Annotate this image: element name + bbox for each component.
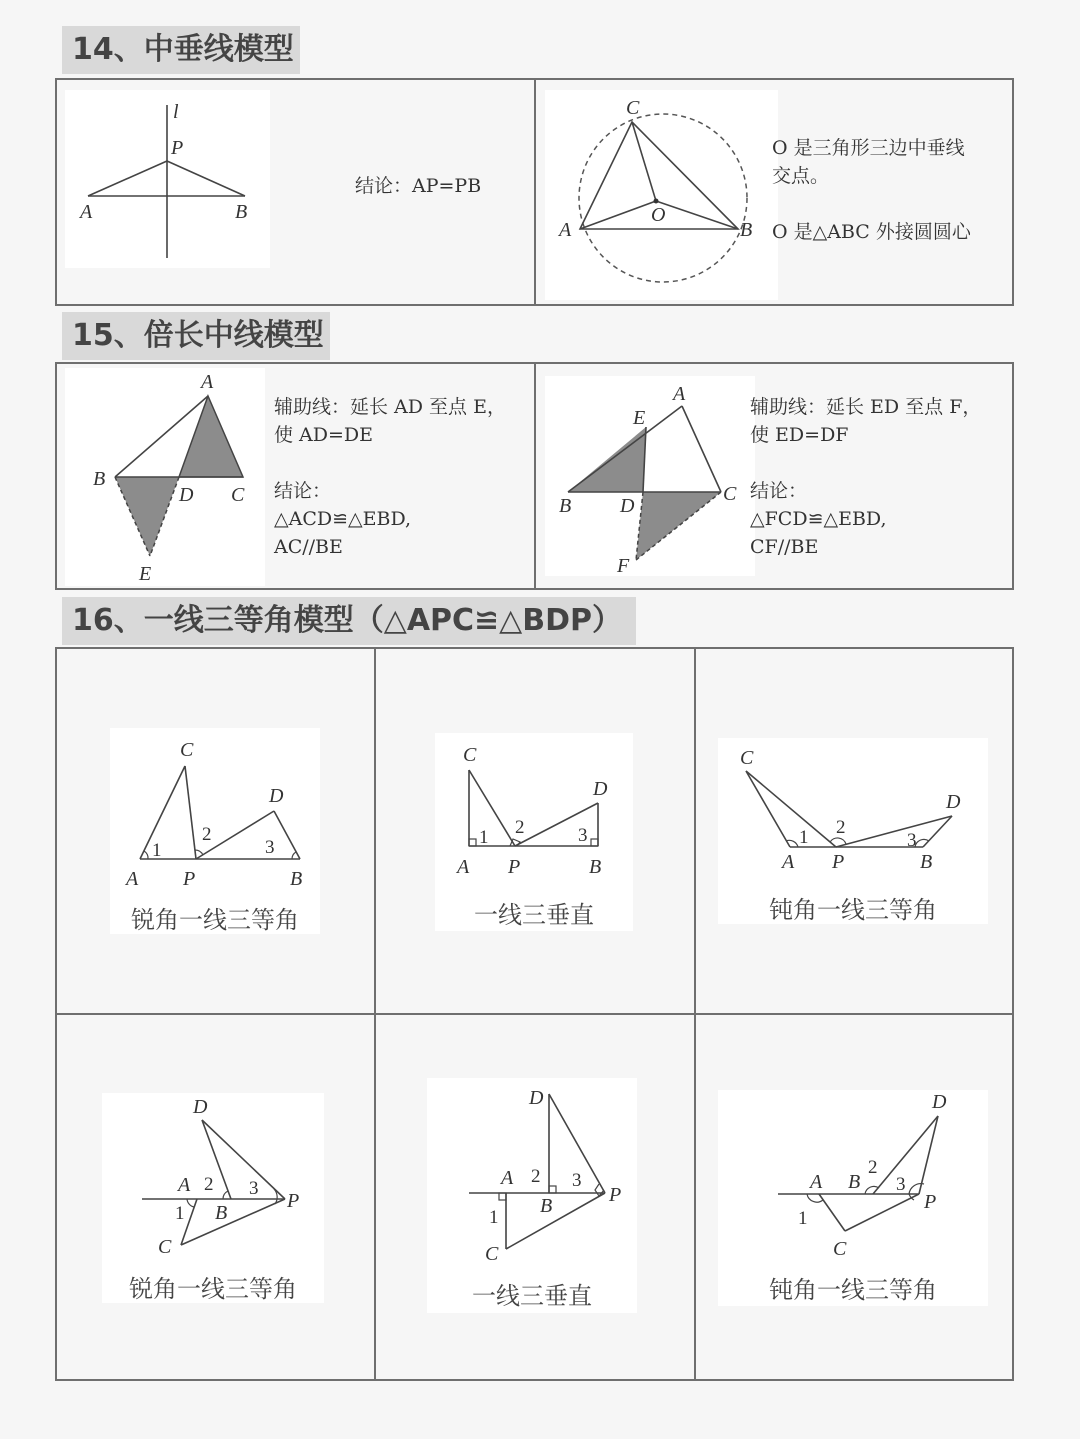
circumcircle-figure xyxy=(545,90,778,300)
obtuse-three-angles-figure-1 xyxy=(718,738,988,924)
label-B: B xyxy=(920,851,933,873)
obtuse-three-angles-figure-2 xyxy=(718,1090,988,1306)
angle-1: 1 xyxy=(152,840,162,861)
section-14-title: 14、中垂线模型 xyxy=(62,26,300,74)
note-line-3: O 是△ABC 外接圆圆心 xyxy=(772,221,971,243)
angle-1: 1 xyxy=(175,1203,185,1224)
label-D: D xyxy=(932,1091,947,1113)
label-B: B xyxy=(290,868,303,890)
label-P: P xyxy=(832,851,845,873)
double-median-figure-1 xyxy=(65,368,265,586)
aux-line-1: 辅助线：延长 AD 至点 E， xyxy=(274,396,506,418)
label-A: A xyxy=(501,1167,514,1189)
right-angle-figure-1 xyxy=(435,733,633,931)
angle-2: 2 xyxy=(515,817,525,838)
label-P: P xyxy=(171,137,184,159)
caption: 钝角一线三等角 xyxy=(769,1276,937,1304)
label-B: B xyxy=(235,201,248,223)
angle-3: 3 xyxy=(265,837,275,858)
label-P: P xyxy=(183,868,196,890)
angle-3: 3 xyxy=(249,1178,259,1199)
label-C: C xyxy=(463,744,477,766)
label-C: C xyxy=(231,484,245,506)
right-angle-figure-2 xyxy=(427,1078,637,1313)
caption: 一线三垂直 xyxy=(472,1282,592,1310)
caption: 一线三垂直 xyxy=(474,901,594,929)
double-median-note-1 xyxy=(274,393,529,561)
label-F: F xyxy=(617,555,630,576)
label-C: C xyxy=(158,1236,172,1258)
angle-2: 2 xyxy=(204,1174,214,1195)
acute-three-angles-figure-1 xyxy=(110,728,320,934)
aux-line-2: 使 AD=DE xyxy=(274,424,374,446)
conclusion-line-1: △ACD≌△EBD, xyxy=(274,508,412,530)
label-C: C xyxy=(740,747,754,769)
label-B: B xyxy=(559,495,572,517)
angle-1: 1 xyxy=(489,1207,499,1228)
label-B: B xyxy=(848,1171,861,1193)
grid-row-divider xyxy=(55,1013,1014,1015)
caption: 锐角一线三等角 xyxy=(129,1275,297,1303)
aux-line-2: 使 ED=DF xyxy=(750,424,849,446)
label-P: P xyxy=(287,1190,300,1212)
label-A: A xyxy=(178,1174,191,1196)
conclusion-line-2: AC//BE xyxy=(274,536,343,558)
label-A: A xyxy=(782,851,795,873)
label-C: C xyxy=(626,97,640,119)
label-A: A xyxy=(126,868,139,890)
label-P: P xyxy=(609,1184,622,1206)
perpendicular-bisector-figure xyxy=(65,90,270,268)
angle-3: 3 xyxy=(907,830,917,851)
label-C: C xyxy=(180,739,194,761)
note-line-1: O 是三角形三边中垂线 xyxy=(772,137,965,159)
angle-3: 3 xyxy=(578,825,588,846)
label-D: D xyxy=(620,495,635,517)
label-B: B xyxy=(93,468,106,490)
angle-1: 1 xyxy=(798,1208,808,1229)
label-D: D xyxy=(529,1087,544,1109)
angle-2: 2 xyxy=(868,1157,878,1178)
conclusion-line-2: CF//BE xyxy=(750,536,819,558)
angle-3: 3 xyxy=(896,1174,906,1195)
angle-1: 1 xyxy=(479,827,489,848)
conclusion-label: 结论： xyxy=(750,480,808,502)
label-D: D xyxy=(179,484,194,506)
label-A: A xyxy=(559,219,572,241)
angle-2: 2 xyxy=(836,817,846,838)
label-O: O xyxy=(651,204,666,226)
label-D: D xyxy=(946,791,961,813)
label-A: A xyxy=(810,1171,823,1193)
label-P: P xyxy=(924,1191,937,1213)
label-D: D xyxy=(593,778,608,800)
caption: 钝角一线三等角 xyxy=(769,896,937,924)
label-E: E xyxy=(139,563,152,585)
label-P: P xyxy=(508,856,521,878)
label-C: C xyxy=(833,1238,847,1260)
label-B: B xyxy=(740,219,753,241)
double-median-figure-2 xyxy=(545,376,755,576)
label-C: C xyxy=(485,1243,499,1265)
conclusion-line-1: △FCD≌△EBD, xyxy=(750,508,887,530)
label-B: B xyxy=(540,1195,553,1217)
angle-2: 2 xyxy=(202,824,212,845)
label-D: D xyxy=(269,785,284,807)
angle-3: 3 xyxy=(572,1170,582,1191)
angle-1: 1 xyxy=(799,827,809,848)
label-A: A xyxy=(673,383,686,405)
circumcenter-note xyxy=(772,134,1007,246)
label-l: l xyxy=(173,101,179,123)
conclusion-label: 结论： xyxy=(274,480,332,502)
label-C: C xyxy=(723,483,737,505)
label-A: A xyxy=(201,371,214,393)
section-14-divider xyxy=(534,78,536,306)
label-B: B xyxy=(215,1202,228,1224)
conclusion-text: 结论：AP=PB xyxy=(355,175,482,197)
section-15-title: 15、倍长中线模型 xyxy=(62,312,330,360)
label-D: D xyxy=(193,1096,208,1118)
section-15-divider xyxy=(534,362,536,590)
section-16-title: 16、一线三等角模型（△APC≌△BDP） xyxy=(62,597,636,645)
note-line-2: 交点。 xyxy=(772,165,830,187)
angle-2: 2 xyxy=(531,1166,541,1187)
label-A: A xyxy=(80,201,93,223)
acute-three-angles-figure-2 xyxy=(102,1093,324,1303)
double-median-note-2 xyxy=(750,393,1010,561)
aux-line-1: 辅助线：延长 ED 至点 F， xyxy=(750,396,982,418)
caption: 锐角一线三等角 xyxy=(131,906,299,934)
label-E: E xyxy=(633,407,646,429)
label-A: A xyxy=(457,856,470,878)
label-B: B xyxy=(589,856,602,878)
